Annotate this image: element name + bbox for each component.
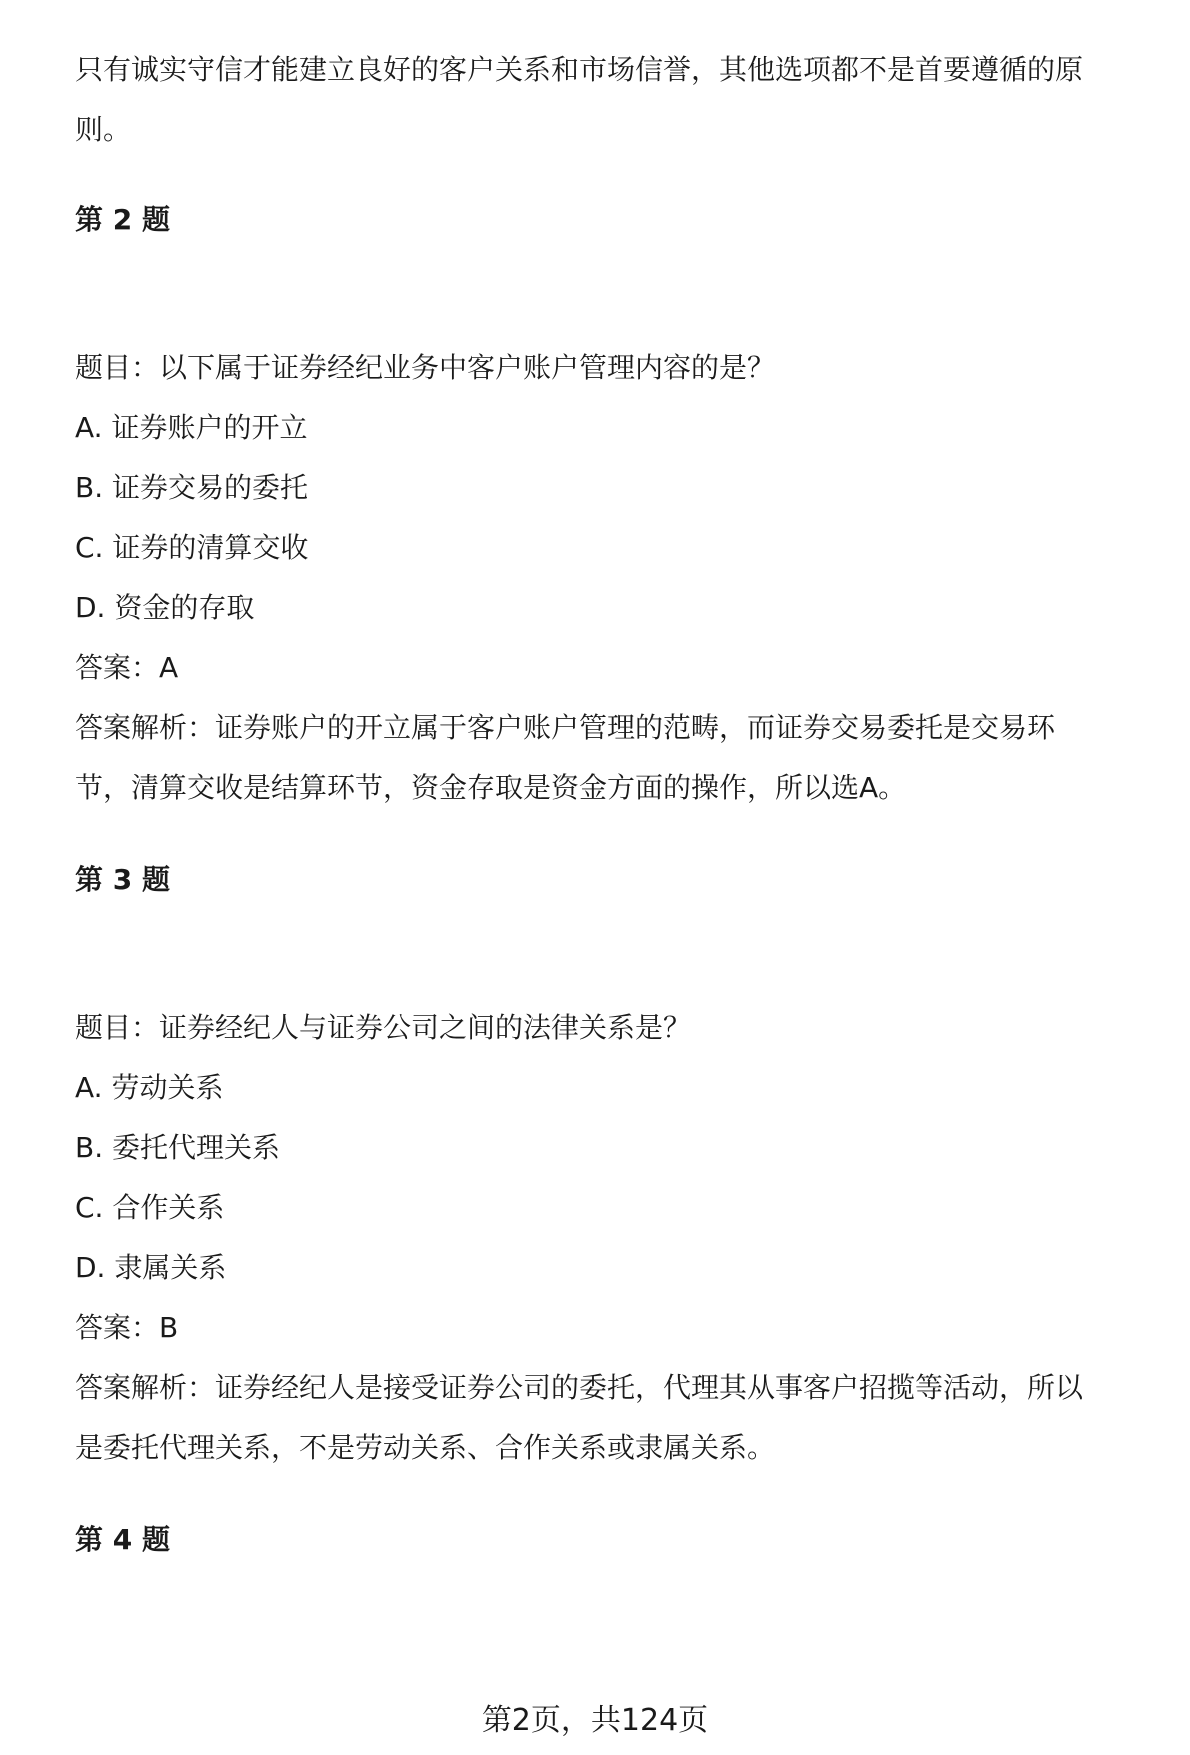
question-3-option-a: A. 劳动关系: [75, 1071, 224, 1104]
question-2-analysis-line-2: 节，清算交收是结算环节，资金存取是资金方面的操作，所以选A。: [75, 771, 907, 804]
question-3-analysis-line-1: 答案解析：证券经纪人是接受证券公司的委托，代理其从事客户招揽等活动，所以: [75, 1371, 1084, 1404]
question-3-option-b: B. 委托代理关系: [75, 1131, 281, 1164]
question-2-option-d: D. 资金的存取: [75, 591, 255, 624]
question-2-answer: 答案：A: [75, 651, 179, 684]
question-3-analysis-line-2: 是委托代理关系，不是劳动关系、合作关系或隶属关系。: [75, 1431, 776, 1464]
carryover-text-line-1: 只有诚实守信才能建立良好的客户关系和市场信誉，其他选项都不是首要遵循的原: [75, 53, 1084, 86]
question-4-heading: 第 4 题: [75, 1523, 170, 1556]
carryover-text-line-2: 则。: [75, 113, 132, 146]
question-2-option-b: B. 证券交易的委托: [75, 471, 309, 504]
question-2-option-a: A. 证券账户的开立: [75, 411, 308, 444]
question-3-answer: 答案：B: [75, 1311, 179, 1344]
question-3-heading: 第 3 题: [75, 863, 170, 896]
question-3-option-c: C. 合作关系: [75, 1191, 225, 1224]
page-number-footer: 第2页，共124页: [481, 1703, 709, 1738]
question-2-heading: 第 2 题: [75, 203, 170, 236]
question-2-option-c: C. 证券的清算交收: [75, 531, 309, 564]
question-3-option-d: D. 隶属关系: [75, 1251, 227, 1284]
question-3-text: 题目：证券经纪人与证券公司之间的法律关系是？: [75, 1011, 692, 1044]
question-2-text: 题目：以下属于证券经纪业务中客户账户管理内容的是？: [75, 351, 776, 384]
question-2-analysis-line-1: 答案解析：证券账户的开立属于客户账户管理的范畴，而证券交易委托是交易环: [75, 711, 1056, 744]
